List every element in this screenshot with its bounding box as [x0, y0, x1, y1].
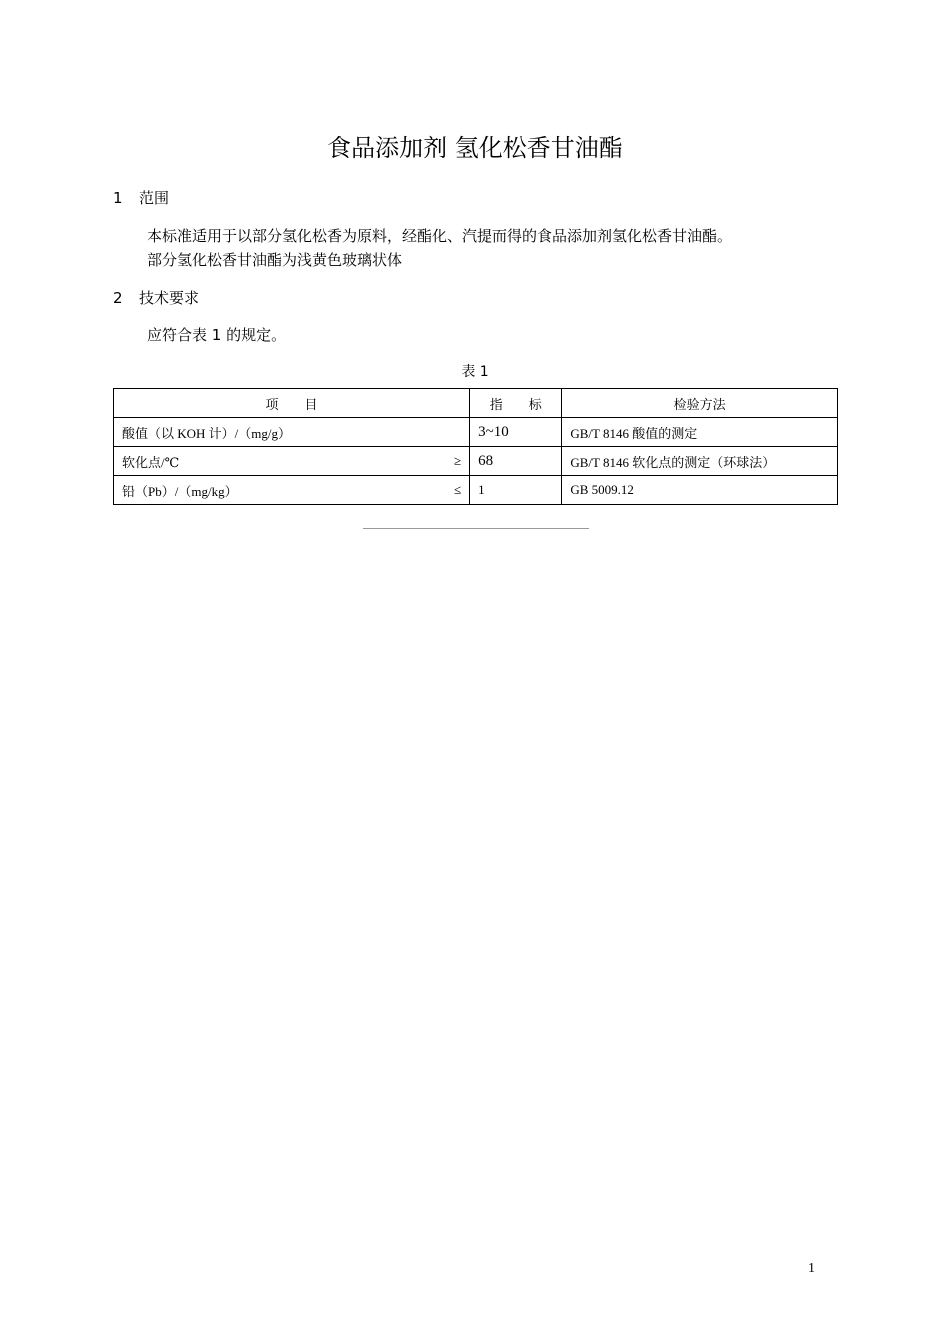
requirements-paragraph: 应符合表 1 的规定。	[147, 326, 287, 344]
item-cell	[114, 476, 470, 505]
page-number: 1	[808, 1261, 815, 1276]
item-cell	[114, 418, 470, 447]
end-rule	[363, 528, 589, 529]
scope-paragraph-2: 部分氢化松香甘油酯为浅黄色玻璃状体	[147, 251, 403, 269]
table-caption: 表 1	[461, 364, 489, 380]
item-label: 软化点/℃	[122, 454, 180, 470]
specification-table	[113, 388, 838, 505]
value-cell: 1	[470, 476, 562, 505]
section-title: 范围	[139, 189, 170, 207]
method-cell: GB 5009.12	[562, 476, 838, 505]
table-row	[114, 447, 838, 476]
table-row	[114, 476, 838, 505]
section-title: 技术要求	[139, 289, 200, 307]
item-cell	[114, 447, 470, 476]
table-header-row	[114, 389, 838, 418]
table-row	[114, 418, 838, 447]
document-title: 食品添加剂 氢化松香甘油酯	[327, 134, 623, 162]
comparison-symbol: ≥	[453, 453, 462, 468]
item-label: 铅（Pb）/（mg/kg）	[122, 483, 238, 499]
section-heading-scope	[113, 187, 169, 209]
item-label: 酸值（以 KOH 计）/（mg/g）	[122, 425, 292, 441]
scope-paragraph-1: 本标准适用于以部分氢化松香为原料，经酯化、汽提而得的食品添加剂氢化松香甘油酯。	[147, 227, 733, 245]
value-cell: 68	[470, 447, 562, 476]
value-cell: 3~10	[470, 418, 562, 447]
comparison-symbol: ≤	[453, 482, 462, 497]
section-heading-requirements	[113, 287, 199, 309]
header-method: 检验方法	[562, 389, 838, 418]
header-value: 指 标	[470, 389, 562, 418]
method-cell: GB/T 8146 酸值的测定	[562, 418, 838, 447]
section-number: 2	[113, 289, 123, 307]
header-item: 项 目	[114, 389, 470, 418]
method-cell: GB/T 8146 软化点的测定（环球法）	[562, 447, 838, 476]
section-number: 1	[113, 189, 123, 207]
